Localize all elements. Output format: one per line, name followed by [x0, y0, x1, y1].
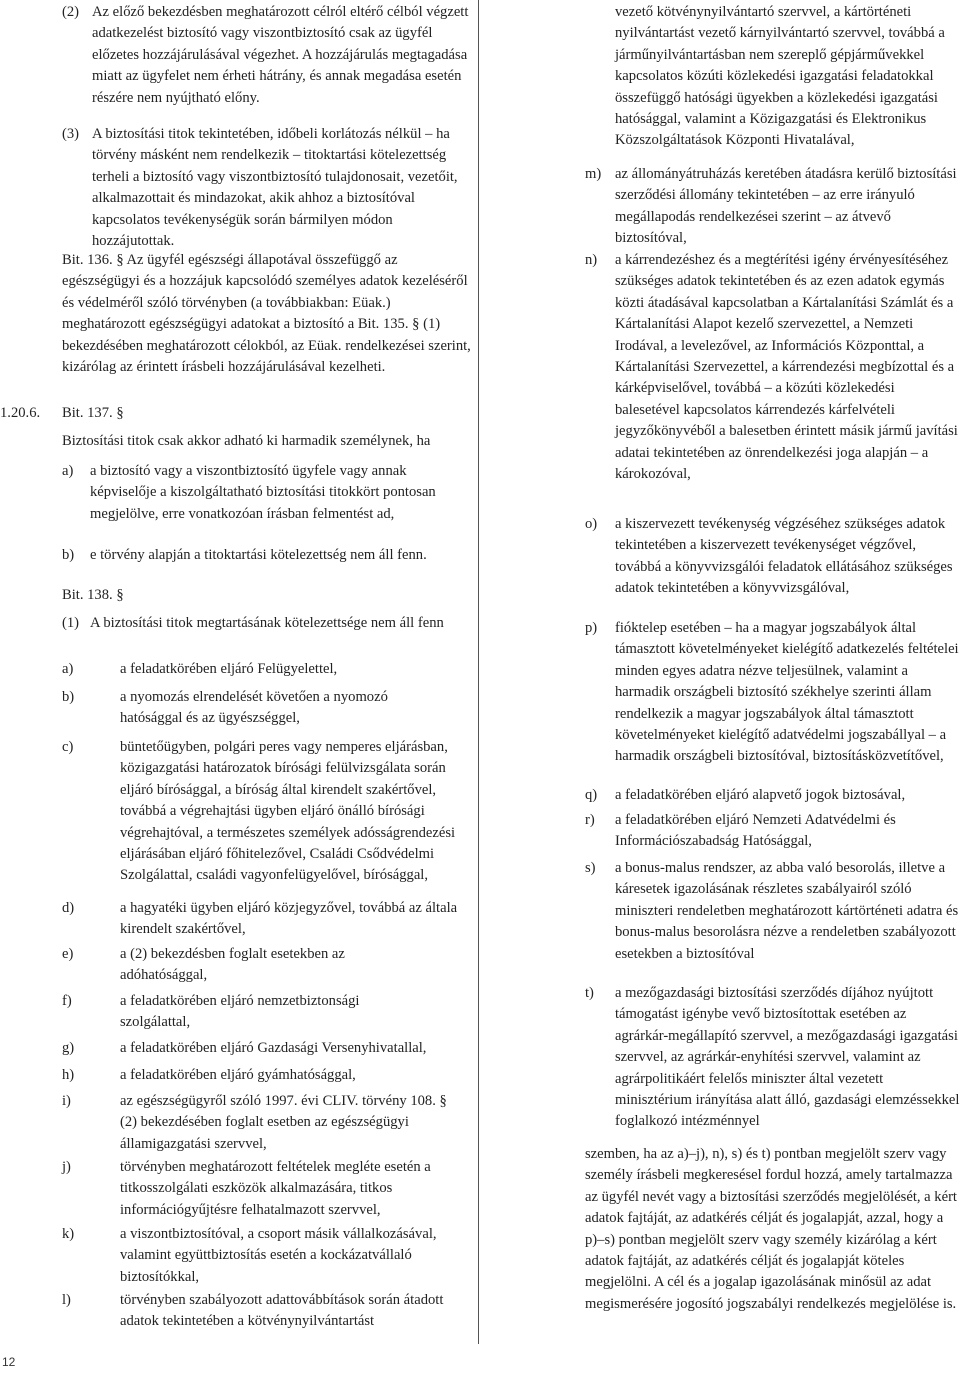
item-label: f) [62, 993, 72, 1009]
item-label: n) [585, 252, 598, 268]
item-label: t) [585, 985, 594, 1001]
item-label: a) [62, 661, 74, 677]
bit-136-paragraph: Bit. 136. § Az ügyfél egészségi állapotával összefüggő az egészségügyi és a hozzájuk kapcsolódó személyes adatok kezeléséről és védelméről szóló törvényben (a továbbiakban: Eüak.) meghatározott egészségügyi adatokat a biztosító a Bit. 135. § (1) bekezdésében meghatározott célokból, az Eüak. rendelkezései szerint, kizárólag az érintett írásbeli hozzájárulásával kezelheti. [62, 252, 471, 376]
paragraph-text: A biztosítási titok megtartásának kötelezettsége nem áll fenn [90, 615, 444, 631]
item-label: l) [62, 1292, 71, 1308]
item-text: a viszontbiztosítóval, a csoport másik vállalkozásával, valamint együttbiztosítás esetén a kockázatvállaló biztosítókkal, [120, 1226, 437, 1285]
bit-137-heading: Bit. 137. § [62, 405, 124, 421]
item-text: büntetőügyben, polgári peres vagy nemperes eljárásban, közigazgatási határozatok bírósági felülvizsgálata során eljáró bírósággal, a bíróság által kirendelt szakértővel, továbbá a végrehajtási ügyben eljáró önálló bírósági végrehajtóval, a természetes személyek adósságrendezési eljárásában eljáró főhitelezővel, Családi Csődvédelmi Szolgálattal, családi vagyonfelügyelővel, bírósággal, [120, 739, 456, 884]
item-text: törvényben szabályozott adattovábbítások során átadott adatok tekintetében a kötvénynyilvántartást [120, 1292, 444, 1330]
paragraph-number: (3) [62, 126, 80, 142]
item-label: e) [62, 946, 74, 962]
page-number: 12 [2, 1355, 16, 1369]
item-label: g) [62, 1040, 75, 1056]
item-label: b) [62, 689, 75, 705]
bit-137-intro: Biztosítási titok csak akkor adható ki harmadik személynek, ha [62, 433, 431, 449]
closing-paragraph: szemben, ha az a)–j), n), s) és t) pontban megjelölt szerv vagy személy írásbeli megkeresésel fordul hozzá, amely tartalmazza az ügyfél nevét vagy a biztosítási szerződés megjelölését, a kért adatok fajtáját, az adatkérés célját és jogalapját, azzal, hogy a p)–s) pontban megjelölt szerv vagy személy kizárólag a kért adatok fajtáját, az adatkérés célját és jogalapját köteles megjelölni. A cél és a jogalap igazolásának minősül az adat megismerésére jogosító jogszabályi rendelkezés megjelölése is. [585, 1146, 957, 1312]
item-text: e törvény alapján a titoktartási kötelezettség nem áll fenn. [90, 547, 427, 563]
item-text: a feladatkörében eljáró Nemzeti Adatvédelmi és Információszabadság Hatósággal, [615, 812, 896, 850]
item-text: a biztosító vagy a viszontbiztosító ügyfele vagy annak képviselője a kiszolgáltatható biztosítási titokkört pontosan megjelölve, erre vonatkozóan írásban felmentést ad, [90, 463, 436, 522]
item-text: a feladatkörében eljáró Felügyelettel, [120, 661, 338, 677]
item-text: a nyomozás elrendelését követően a nyomozó hatósággal és az ügyészséggel, [120, 689, 388, 727]
column-divider [478, 0, 479, 1344]
paragraph-text: Az előző bekezdésben meghatározott célról eltérő célból végzett adatkezelést biztosító vagy viszontbiztosító csak az ügyfél előzetes hozzájárulásával végezhet. A hozzájárulás megtagadása miatt az ügyfelet nem érheti hátrány, és annak megadása esetén részére nem nyújtható előny. [92, 4, 469, 106]
item-label: c) [62, 739, 74, 755]
item-label: r) [585, 812, 595, 828]
item-text: a feladatkörében eljáró gyámhatósággal, [120, 1067, 356, 1083]
item-text: a feladatkörében eljáró nemzetbiztonsági szolgálattal, [120, 993, 360, 1031]
item-text: a feladatkörében eljáró alapvető jogok biztosával, [615, 787, 906, 803]
paragraph-number: (2) [62, 4, 80, 20]
item-label: a) [62, 463, 74, 479]
item-label: s) [585, 860, 596, 876]
item-label: b) [62, 547, 75, 563]
item-text: a (2) bekezdésben foglalt esetekben az adóhatósággal, [120, 946, 345, 984]
paragraph-number: (1) [62, 615, 80, 631]
section-number: 1.20.6. [0, 405, 41, 421]
continuation-text: vezető kötvénynyilvántartó szervvel, a kártörténeti nyilvántartást vezető kárnyilvántartó szervvel, továbbá a járműnyilvántartásban nem szereplő gépjárművekkel kapcsolatos közúti közlekedési igazgatási feladatokkal összefüggő hatósági ügyekben a közlekedési igazgatási hatósággal, valamint a Közigazgatási és Elektronikus Közszolgáltatások Központi Hivatalával, [615, 4, 945, 149]
item-label: o) [585, 516, 598, 532]
item-text: a feladatkörében eljáró Gazdasági Versenyhivatallal, [120, 1040, 427, 1056]
item-text: a hagyatéki ügyben eljáró közjegyzővel, továbbá az általa kirendelt szakértővel, [120, 900, 458, 938]
paragraph-text: A biztosítási titok tekintetében, időbeli korlátozás nélkül – ha törvény másként nem rendelkezik – titoktartási kötelezettség terheli a biztosító vagy viszontbiztosító tulajdonosait, vezetőit, alkalmazottait és mindazokat, akik ahhoz a biztosítóval kapcsolatos tevékenységük során bármilyen módon hozzájutottak. [92, 126, 458, 250]
item-text: az állományátruházás keretében átadásra kerülő biztosítási szerződési állomány tekintetében – az erre irányuló megállapodás rendelkezései szerint – az átvevő biztosítóval, [615, 166, 957, 247]
bit-138-heading: Bit. 138. § [62, 587, 124, 603]
item-text: az egészségügyről szóló 1997. évi CLIV. törvény 108. § (2) bekezdésében foglalt esetben az egészségügyi államigazgatási szervvel, [120, 1093, 447, 1152]
item-label: m) [585, 166, 602, 182]
item-text: a kiszervezett tevékenység végzéséhez szükséges adatok tekintetében a kiszervezett tevékenységet végzővel, továbbá a könyvvizsgálói feladatok ellátásához szükséges adatok tekintetében a könyvvizsgálóval, [615, 516, 953, 597]
item-label: d) [62, 900, 75, 916]
item-text: törvényben meghatározott feltételek megléte esetén a titkosszolgálati eszközök alkalmazására, titkos információgyűjtésre felhatalmazott szervvel, [120, 1159, 431, 1218]
item-text: a kárrendezéshez és a megtérítési igény érvényesítéséhez szükséges adatok tekintetében és az ezen adatok egymás közti átadásával kapcsolatban a Kártalanítási Számlát és a Kártalanítási Alapot kezelő szervezettel, a Nemzeti Irodával, a levelezővel, az Információs Központtal, a Kártalanítási Szervezettel, a kárrendezési megbízottal és a kárképviselővel, továbbá – a közúti közlekedési balesetével kapcsolatos kárrendezés kárfelvételi jegyzőkönyvéből a balesetben érintett másik jármű javítási adatai tekintetében az önrendelkezési joga alapján – a károkozóval, [615, 252, 958, 483]
item-text: a bonus-malus rendszer, az abba való besorolás, illetve a káresetek igazolásának részletes szabályairól szóló miniszteri rendeletben meghatározott kártörténeti adatra és bonus-malus besorolásra nézve a rendeletben szabályozott esetekben a biztosítóval [615, 860, 959, 962]
item-text: a mezőgazdasági biztosítási szerződés díjához nyújtott támogatást igénybe vevő biztosítottak esetében az agrárkár-megállapító szervvel, a mezőgazdasági igazgatási szervvel, az agrárkár-enyhítési szervvel, valamint az agrárpolitikáért felelős miniszter által vezetett minisztérium irányítása alatt álló, gazdasági elemzéssekkel foglalkozó intézménnyel [615, 985, 960, 1130]
item-label: h) [62, 1067, 75, 1083]
item-label: p) [585, 620, 598, 636]
item-label: j) [62, 1159, 71, 1175]
item-label: q) [585, 787, 598, 803]
item-label: k) [62, 1226, 75, 1242]
item-label: i) [62, 1093, 71, 1109]
item-text: fióktelep esetében – ha a magyar jogszabályok által támasztott követelményeket kielégítő adatkezelés feltételei minden egyes adatra nézve teljesülnek, valamint a harmadik országbeli biztosító székhelye szerinti állam rendelkezik a magyar jogszabályok által támasztott követelményeket kielégítő adatvédelmi jogszabállyal – a harmadik országbeli biztosítóval, biztosításközvetítővel, [615, 620, 959, 765]
